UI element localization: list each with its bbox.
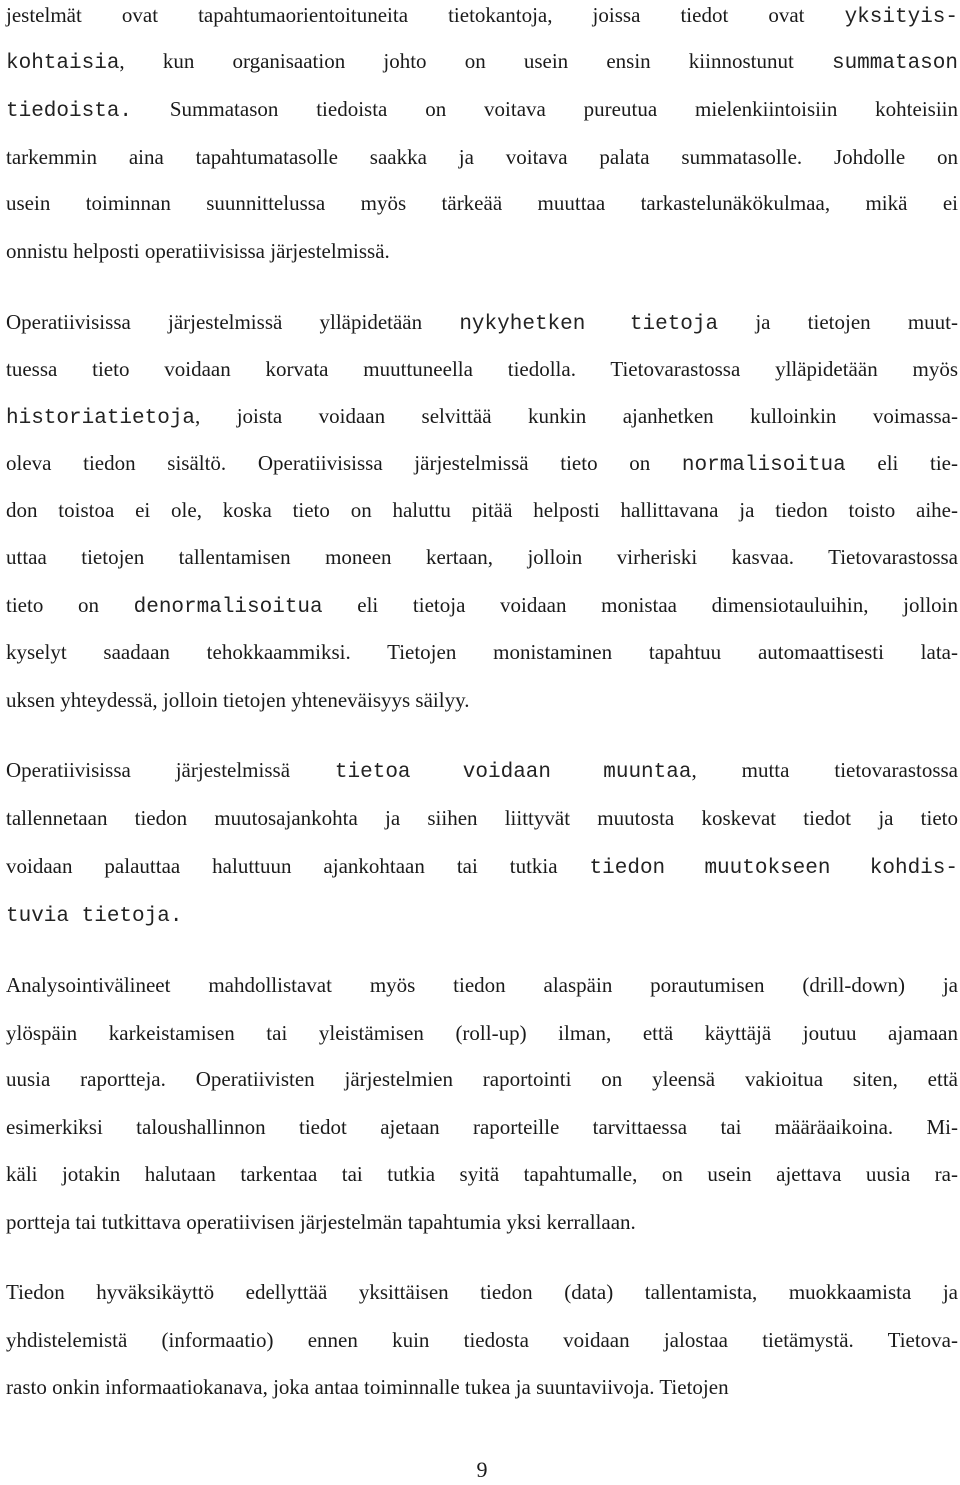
text-line <box>6 142 958 172</box>
text-line <box>6 354 958 384</box>
text-run: , mutta tietovarastossa <box>691 758 958 782</box>
text-line <box>6 851 958 881</box>
text-line <box>6 448 958 478</box>
text-line <box>6 803 958 833</box>
text-run: voidaan palauttaa haluttuun ajankohtaan tai tutkia <box>6 854 590 878</box>
text-line <box>6 970 958 1000</box>
text-run: tieto on <box>6 593 134 617</box>
text-line <box>6 188 958 218</box>
text-run: rasto onkin informaatiokanava, joka antaa toiminnalle tukea ja suuntaviivoja. Tietojen <box>6 1375 729 1399</box>
text-line <box>6 1018 958 1048</box>
text-run: uttaa tietojen tallentamisen moneen kertaan, jolloin virheriski kasvaa. Tietovarastossa <box>6 545 958 569</box>
text-run: Analysointivälineet mahdollistavat myös tiedon alaspäin porautumisen (drill-down) ja <box>6 973 958 997</box>
text-line <box>6 685 958 715</box>
monospace-term: tuvia tietoja. <box>6 905 183 928</box>
text-run: tuessa tieto voidaan korvata muuttuneella tiedolla. Tietovarastossa ylläpidetään myös <box>6 357 958 381</box>
text-run: ylöspäin karkeistamisen tai yleistämisen (roll-up) ilman, että käyttäjä joutuu ajamaan <box>6 1021 958 1045</box>
text-run: tarkemmin aina tapahtumatasolle saakka ja voitava palata summatasolle. Johdolle on <box>6 145 958 169</box>
text-run: käli jotakin halutaan tarkentaa tai tutkia syitä tapahtumalle, on usein ajettava uusia ra- <box>6 1162 958 1186</box>
text-line <box>6 755 958 785</box>
text-run: , joista voidaan selvittää kunkin ajanhetken kulloinkin voimassa- <box>195 404 958 428</box>
text-run: yhdistelemistä (informaatio) ennen kuin tiedosta voidaan jalostaa tietämystä. Tietova- <box>6 1328 958 1352</box>
text-line <box>6 1207 958 1237</box>
text-run: oleva tiedon sisältö. Operatiivisissa järjestelmissä tieto on <box>6 451 682 475</box>
text-run: esimerkiksi taloushallinnon tiedot ajetaan raporteille tarvittaessa tai määräaikoina. Mi- <box>6 1115 958 1139</box>
text-run: usein toiminnan suunnittelussa myös tärkeää muuttaa tarkastelunäkökulmaa, mikä ei <box>6 191 958 215</box>
text-line <box>6 1112 958 1142</box>
text-run: onnistu helposti operatiivisissa järjestelmissä. <box>6 239 390 263</box>
text-run: eli tie- <box>845 451 958 475</box>
text-line <box>6 94 958 124</box>
text-run: Operatiivisissa järjestelmissä <box>6 758 335 782</box>
monospace-term: kohtaisia <box>6 52 120 75</box>
text-run: uusia raportteja. Operatiivisten järjestelmien raportointi on yleensä vakioitua siten, että <box>6 1067 958 1091</box>
monospace-term: tiedoista. <box>6 100 133 123</box>
monospace-term: normalisoitua <box>681 454 846 477</box>
text-line <box>6 236 958 266</box>
document-page <box>6 0 958 1485</box>
text-line <box>6 46 958 76</box>
text-run: eli tietoja voidaan monistaa dimensiotauluihin, jolloin <box>322 593 958 617</box>
text-line <box>6 1325 958 1355</box>
text-line <box>6 542 958 572</box>
text-line <box>6 495 958 525</box>
text-line <box>6 307 958 337</box>
text-run: ja tietojen muut- <box>718 310 959 334</box>
page-number: 9 <box>476 1457 488 1482</box>
text-line <box>6 637 958 667</box>
text-run: Summatason tiedoista on voitava pureutua mielenkiintoisiin kohteisiin <box>132 97 958 121</box>
text-line <box>6 590 958 620</box>
text-run: tallennetaan tiedon muutosajankohta ja siihen liittyvät muutosta koskevat tiedot ja tieto <box>6 806 958 830</box>
text-run: Tiedon hyväksikäyttö edellyttää yksittäisen tiedon (data) tallentamista, muokkaamista ja <box>6 1280 958 1304</box>
monospace-term: nykyhetken tietoja <box>459 313 719 336</box>
monospace-term: tietoa voidaan muuntaa <box>334 761 692 784</box>
text-line <box>6 1159 958 1189</box>
text-line <box>6 401 958 431</box>
text-run: uksen yhteydessä, jolloin tietojen yhteneväisyys säilyy. <box>6 688 470 712</box>
text-run: jestelmät ovat tapahtumaorientoituneita tietokantoja, joissa tiedot ovat <box>6 3 845 27</box>
text-run: , kun organisaation johto on usein ensin kiinnostunut <box>119 49 832 73</box>
text-run: portteja tai tutkittava operatiivisen järjestelmän tapahtumia yksi kerrallaan. <box>6 1210 636 1234</box>
monospace-term: summatason <box>831 52 958 75</box>
text-line <box>6 899 958 929</box>
text-line <box>6 1064 958 1094</box>
text-run: Operatiivisissa järjestelmissä ylläpidetään <box>6 310 460 334</box>
text-line <box>6 0 958 30</box>
monospace-term: yksityis- <box>844 6 958 29</box>
monospace-term: denormalisoitua <box>133 596 323 619</box>
monospace-term: historiatietoja <box>6 407 196 430</box>
text-run: kyselyt saadaan tehokkaammiksi. Tietojen monistaminen tapahtuu automaattisesti lata- <box>6 640 958 664</box>
text-run: don toistoa ei ole, koska tieto on haluttu pitää helposti hallittavana ja tiedon toisto aihe- <box>6 498 958 522</box>
text-line <box>6 1372 958 1402</box>
monospace-term: tiedon muutokseen kohdis- <box>589 857 958 880</box>
text-line <box>6 1277 958 1307</box>
